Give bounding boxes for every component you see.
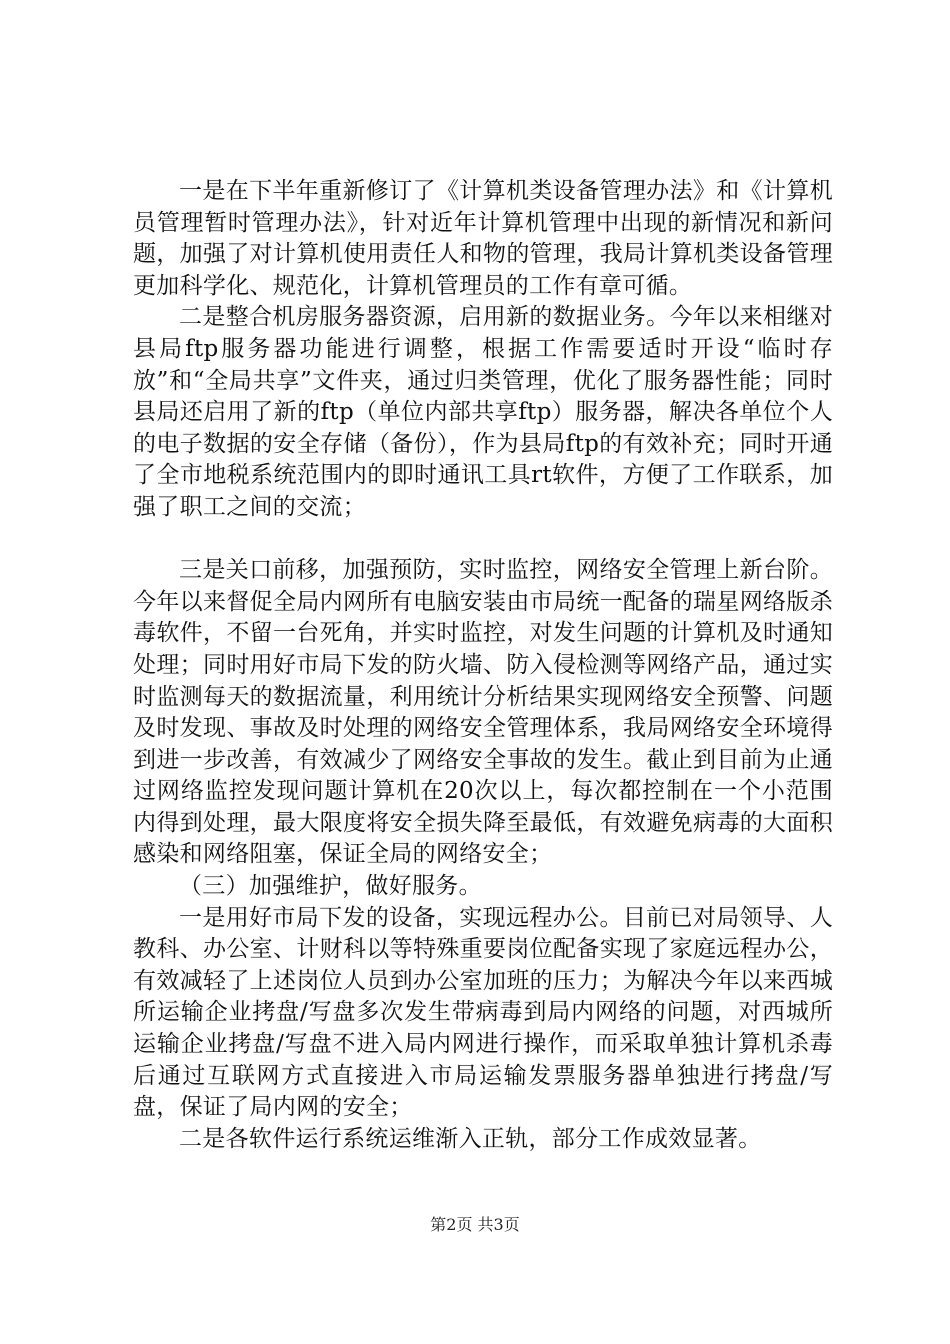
paragraph-spacer — [133, 524, 833, 556]
paragraph-2: 二是整合机房服务器资源，启用新的数据业务。今年以来相继对县局ftp服务器功能进行调整，根据工作需要适时开设“临时存放”和“全局共享”文件夹，通过归类管理，优化了服务器性能；同时县局还启用了新的ftp（单位内部共享ftp）服务器，解决各单位个人的电子数据的安全存储（备份），作为县局ftp的有效补充；同时开通了全市地税系统范围内的即时通讯工具rt软件，方便了工作联系，加强了职工之间的交流； — [133, 304, 833, 520]
paragraph-1: 一是在下半年重新修订了《计算机类设备管理办法》和《计算机员管理暂时管理办法》，针对近年计算机管理中出现的新情况和新问题，加强了对计算机使用责任人和物的管理，我局计算机类设备管理更加科学化、规范化，计算机管理员的工作有章可循。 — [133, 178, 833, 299]
section-heading: （三）加强维护，做好服务。 — [179, 873, 482, 900]
page-number: 第2页 共3页 — [430, 1215, 520, 1234]
document-body — [133, 176, 833, 1155]
paragraph-5: 二是各软件运行系统运维渐入正轨，部分工作成效显著。 — [179, 1125, 762, 1152]
paragraph-3: 三是关口前移，加强预防，实时监控，网络安全管理上新台阶。今年以来督促全局内网所有电脑安装由市局统一配备的瑞星网络版杀毒软件，不留一台死角，并实时监控，对发生问题的计算机及时通知处理；同时用好市局下发的防火墙、防入侵检测等网络产品，通过实时监测每天的数据流量，利用统计分析结果实现网络安全预警、问题及时发现、事故及时处理的网络安全管理体系，我局网络安全环境得到进一步改善，有效减少了网络安全事故的发生。截止到目前为止通过网络监控发现问题计算机在20次以上，每次都控制在一个小范围内得到处理，最大限度将安全损失降至最低，有效避免病毒的大面积感染和网络阻塞，保证全局的网络安全； — [133, 557, 833, 868]
paragraph-4: 一是用好市局下发的设备，实现远程办公。目前已对局领导、人教科、办公室、计财科以等特殊重要岗位配备实现了家庭远程办公，有效减轻了上述岗位人员到办公室加班的压力；为解决今年以来西城所运输企业拷盘/写盘多次发生带病毒到局内网络的问题，对西城所运输企业拷盘/写盘不进入局内网进行操作，而采取单独计算机杀毒后通过互联网方式直接进入市局运输发票服务器单独进行拷盘/写盘，保证了局内网的安全； — [133, 904, 833, 1121]
